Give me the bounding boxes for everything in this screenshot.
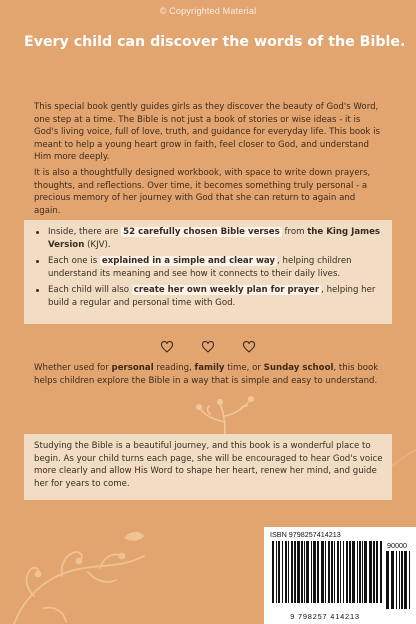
usage-text: , this book helps children explore the Bible in a way that is simple and easy to understand.	[34, 363, 379, 386]
floral-swirl-ornament	[4, 508, 154, 624]
feature-text: Each child will also	[48, 285, 132, 296]
usage-text: Whether used for	[34, 363, 112, 373]
feature-text: Each one is	[48, 256, 100, 267]
feature-item-explained	[34, 255, 384, 280]
usage-text: reading,	[153, 363, 195, 373]
barcode-bars	[272, 541, 382, 609]
usage-paragraph	[34, 362, 384, 387]
heart-icon	[242, 341, 256, 353]
workbook-paragraph: It is also a thoughtfully designed workbook, with space to write down prayers, thoughts, and reflections. Over time, it becomes something truly personal - a precious memory of her journey with God that she can return to again and again.	[34, 168, 371, 216]
features-list	[34, 226, 384, 314]
usage-bold: Sunday school	[263, 363, 334, 373]
closing-box	[24, 434, 392, 500]
features-box	[24, 220, 392, 324]
isbn-text: ISBN 9798257414213	[270, 530, 341, 539]
feature-text: from	[281, 227, 308, 237]
feature-bold: the King James Version	[48, 227, 381, 250]
headline: Every child can discover the words of the Bible.	[24, 34, 406, 50]
hearts-divider	[160, 341, 256, 353]
intro-paragraph: This special book gently guides girls as they discover the beauty of God's Word, one step at a time. The Bible is not just a book of stories or wise ideas - it is God's living voice, full of love, truth, and guidance for everyday life. This book is meant to help a young heart grow in faith, feel closer to God, and understand Him more deeply.	[34, 102, 380, 163]
price-code: 90000	[387, 541, 407, 550]
feature-highlight: 52 carefully chosen Bible verses	[123, 227, 280, 237]
feature-text: , helping her build a regular and personal time with God.	[48, 285, 376, 308]
feature-text: (KJV).	[84, 239, 111, 250]
usage-bold: personal	[111, 363, 154, 373]
feature-item-verses	[34, 226, 384, 251]
heart-icon	[201, 341, 215, 353]
usage-text: time, or	[224, 363, 264, 373]
barcode-box	[264, 527, 416, 624]
closing-paragraph: Studying the Bible is a beautiful journey, and this book is a wonderful place to begin. As your child turns each page, she will be encouraged to hear God's voice more clearly and allow His Word to shape her heart, renew her mind, and guide her for years to come.	[34, 441, 383, 489]
usage-bold: family	[194, 363, 225, 373]
barcode-digits: 9 798257 414213	[290, 612, 360, 621]
feature-item-prayer-plan	[34, 284, 384, 309]
feature-text: Inside, there are	[48, 227, 122, 237]
feature-highlight: create her own weekly plan for prayer	[133, 285, 320, 296]
feature-text: , helping children understand its meaning and see how it connects to their daily lives.	[48, 256, 352, 279]
heart-icon	[160, 341, 174, 353]
price-barcode-bars	[386, 551, 412, 609]
watermark: © Copyrighted Material	[159, 6, 257, 16]
feature-highlight: explained in a simple and clear way	[101, 256, 276, 267]
floral-swirl-ornament	[180, 392, 270, 436]
